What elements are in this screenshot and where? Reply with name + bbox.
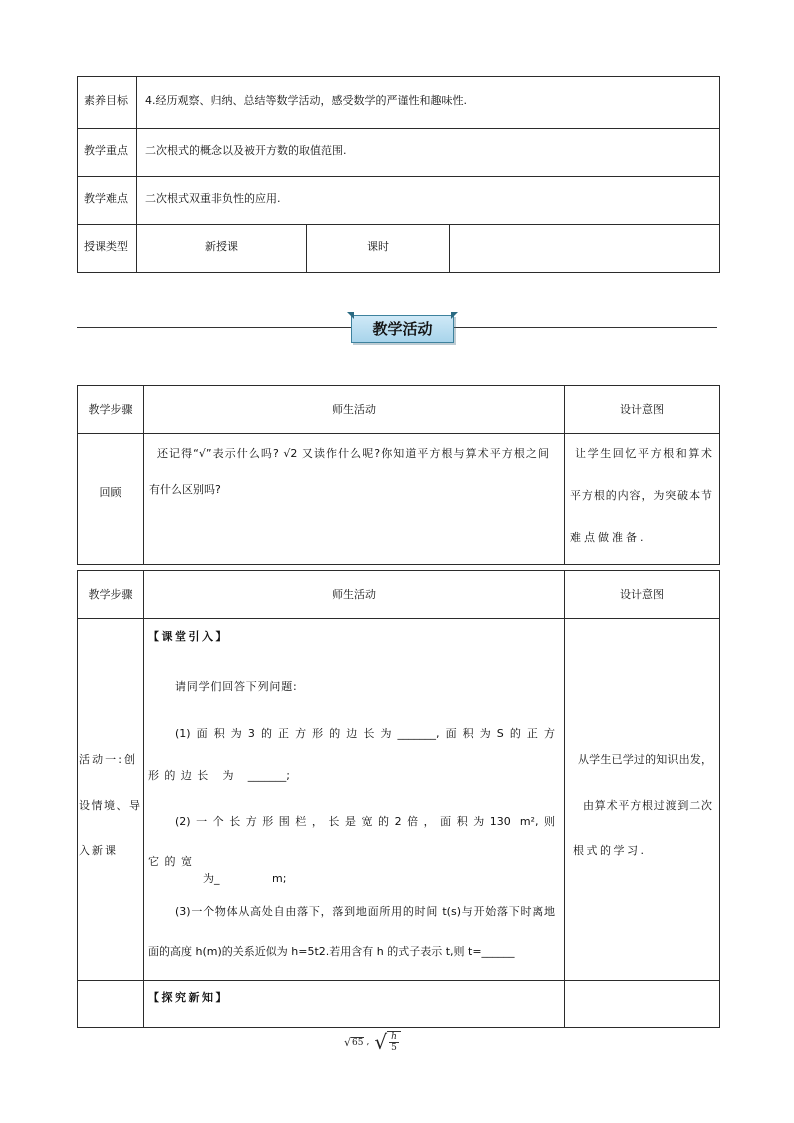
question-2-unit: m;: [272, 872, 287, 885]
activity-step-line: 活动一:创: [79, 753, 135, 766]
lesson-type-row: [78, 225, 720, 273]
activity-one-row: [78, 619, 720, 981]
activity-intent-line: 由算术平方根过渡到二次: [583, 799, 712, 812]
activity-table: [77, 570, 720, 1028]
explore-intent-cell: [565, 981, 720, 1028]
header-activity: 师生活动: [144, 571, 565, 619]
fraction-denominator: 5: [391, 1043, 397, 1053]
review-intent-cell: [565, 434, 720, 565]
header-step: 教学步骤: [78, 571, 144, 619]
question-2-line: 它的宽: [148, 855, 192, 868]
question-2-blank: 为_: [203, 872, 220, 885]
activity-step-line: 入新课: [79, 844, 116, 857]
review-intent-line: 难点做准备.: [570, 531, 647, 544]
radical-sign: √: [374, 1030, 388, 1054]
lesson-hours-label: 课时: [307, 225, 450, 273]
lesson-hours-value: [450, 225, 720, 273]
fraction: [387, 1031, 401, 1053]
key-point-label: 教学重点: [78, 129, 137, 177]
intro-heading: 【课堂引入】: [148, 630, 229, 643]
review-step-label: 回顾: [99, 486, 122, 499]
activity-one-content-cell: [144, 619, 565, 981]
question-2-line: (2)一个长方形围栏，长是宽的2倍，面积为130 m²,则: [175, 815, 555, 828]
review-question-line: 还记得“√”表示什么吗? √2 又读作什么呢?你知道平方根与算术平方根之间: [157, 447, 549, 460]
key-point-row: [78, 129, 720, 177]
activity-one-intent-cell: [565, 619, 720, 981]
review-activity-cell: [144, 434, 565, 565]
difficulty-label: 教学难点: [78, 177, 137, 225]
radical-sign: √: [344, 1035, 352, 1049]
explore-heading: 【探究新知】: [148, 991, 229, 1004]
explore-content-cell: [144, 981, 565, 1028]
objective-row: [78, 77, 720, 129]
header-step: 教学步骤: [78, 386, 144, 434]
review-step-cell: [78, 434, 144, 565]
question-1-line: (1)面积为3的正方形的边长为_______,面积为S的正方: [175, 727, 555, 740]
formula-separator: ,: [366, 1037, 370, 1047]
review-intent-line: 平方根的内容，为突破本节: [570, 489, 712, 502]
radicand: 65: [352, 1037, 364, 1048]
table-header-row: [78, 386, 720, 434]
activity-intent-line: 根式的学习.: [573, 844, 647, 857]
table-header-row: [78, 571, 720, 619]
question-1-line: 形的边长 为 _______;: [148, 769, 290, 782]
header-activity: 师生活动: [144, 386, 565, 434]
question-3-line: 面的高度 h(m)的关系近似为 h=5t2.若用含有 h 的式子表示 t,则 t=______: [148, 945, 515, 958]
header-intent: 设计意图: [565, 386, 720, 434]
literacy-goal-content: 4.经历观察、归纳、总结等数学活动，感受数学的严谨性和趣味性.: [137, 77, 720, 129]
literacy-goal-label: 素养目标: [78, 77, 137, 129]
review-question-line: 有什么区别吗?: [149, 483, 221, 496]
explore-step-cell: [78, 981, 144, 1028]
review-row: [78, 434, 720, 565]
review-table: [77, 385, 720, 565]
header-intent: 设计意图: [565, 571, 720, 619]
section-title-banner: 教学活动: [351, 315, 454, 343]
stray-formula: [344, 1029, 401, 1055]
questions-prompt: 请同学们回答下列问题:: [175, 680, 298, 693]
difficulty-content: 二次根式双重非负性的应用.: [137, 177, 720, 225]
activity-one-step-cell: [78, 619, 144, 981]
difficulty-row: [78, 177, 720, 225]
explore-row: [78, 981, 720, 1028]
lesson-type-label: 授课类型: [78, 225, 137, 273]
activity-step-line: 设情境、导: [79, 799, 140, 812]
fraction-numerator: h: [391, 1032, 397, 1042]
review-intent-line: 让学生回忆平方根和算术: [575, 447, 712, 460]
key-point-content: 二次根式的概念以及被开方数的取值范围.: [137, 129, 720, 177]
question-3-line: (3)一个物体从高处自由落下，落到地面所用的时间 t(s)与开始落下时离地: [175, 905, 555, 918]
activity-intent-line: 从学生已学过的知识出发，: [578, 753, 712, 766]
lesson-type-value: 新授课: [137, 225, 307, 273]
objectives-table: [77, 76, 720, 273]
